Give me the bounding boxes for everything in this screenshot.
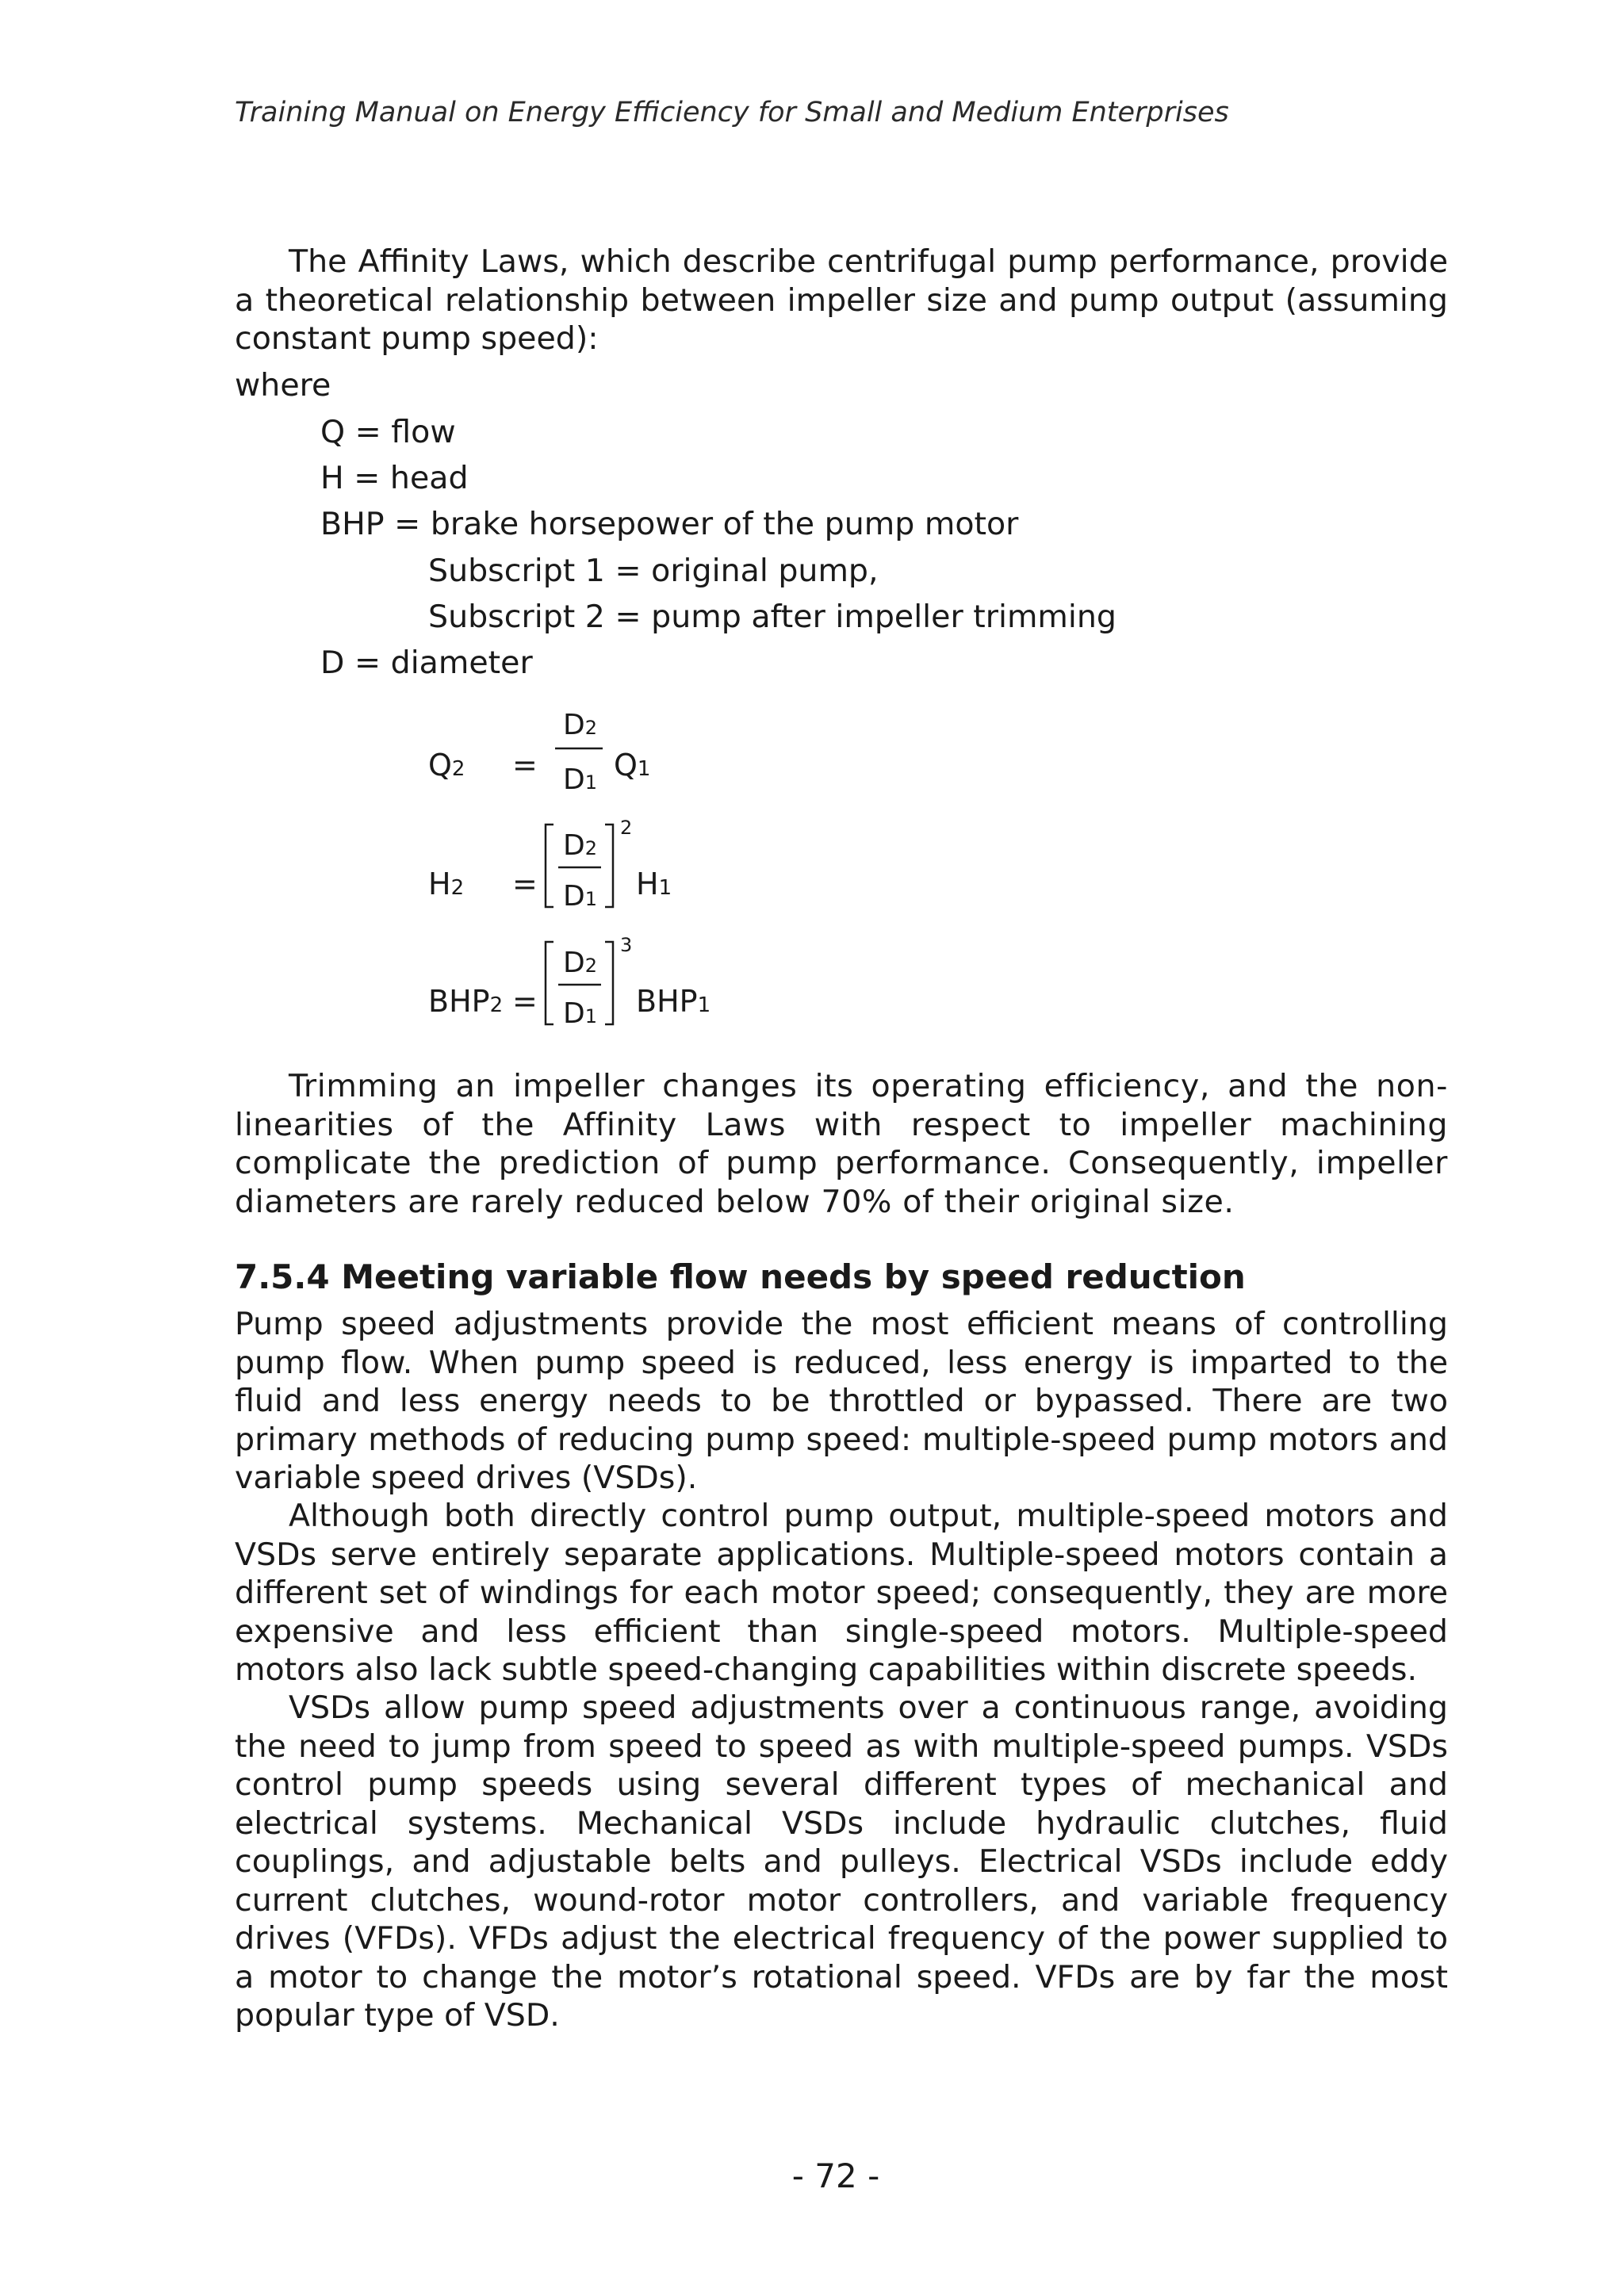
eq2-lhs-sub: 2 (450, 876, 465, 900)
eq3-rhs-sub: 1 (697, 993, 711, 1017)
eq2-rhs: H (636, 867, 659, 901)
svg-text:D1 (563, 880, 597, 913)
equation-flow (428, 709, 650, 796)
eq2-num-sub: 2 (584, 837, 598, 859)
affinity-law-equations (412, 698, 761, 1047)
definition-flow: Q = flow (320, 414, 456, 450)
eq3-left-bracket (546, 942, 553, 1024)
svg-text:Q1 (614, 748, 650, 783)
eq3-num-sub: 2 (584, 955, 598, 977)
eq1-den: D (563, 763, 585, 796)
svg-text:D1 (563, 997, 597, 1030)
section-paragraph-1: Pump speed adjustments provide the most efficient means of controlling pump flow. When pump speed is reduced, less energy is imparted to the fluid and less energy needs to be throttled or bypassed. There are two primary methods of reducing pump speed: multiple-speed pump motors and variable speed drives (VSDs). (235, 1306, 1448, 1496)
definition-subscript-2: Subscript 2 = pump after impeller trimming (428, 599, 1116, 635)
svg-text:D2 (563, 947, 597, 979)
eq2-power: 2 (620, 817, 633, 839)
svg-text:BHP2 (428, 984, 503, 1019)
section-heading: 7.5.4 Meeting variable flow needs by speed reduction (235, 1257, 1246, 1296)
svg-text:H1 (636, 867, 672, 901)
eq1-equals: = (512, 748, 538, 783)
svg-text:BHP1 (636, 984, 710, 1019)
eq2-rhs-sub: 1 (658, 876, 672, 900)
section-paragraph-3: VSDs allow pump speed adjustments over a continuous range, avoiding the need to jump from speed to speed as with multiple-speed pumps. VSDs control pump speeds using several different types of mechanical and electrical systems. Mechanical VSDs include hydraulic clutches, fluid couplings, and adjustable belts and pulleys. Electrical VSDs include eddy current clutches, wound-rotor motor controllers, and variable frequency drives (VFDs). VFDs adjust the electrical frequency of the power supplied to a motor to change the motor’s rotational speed. VFDs are by far the most popular type of VSD. (235, 1689, 1448, 2034)
intro-paragraph: The Affinity Laws, which describe centrifugal pump performance, provide a theoretical relationship between impeller size and pump output (assuming constant pump speed): (235, 243, 1448, 357)
svg-text:D2 (563, 829, 597, 862)
equation-bhp (428, 934, 710, 1030)
eq1-lhs-sub: 2 (451, 757, 465, 781)
eq3-lhs-sub: 2 (489, 993, 504, 1017)
definition-head: H = head (320, 460, 469, 496)
definition-bhp: BHP = brake horsepower of the pump motor (320, 506, 1019, 542)
eq3-lhs: BHP (428, 984, 490, 1019)
trimming-paragraph: Trimming an impeller changes its operating efficiency, and the non-linearities of the Affinity Laws with respect to impeller machining complicate the prediction of pump performance. Consequently, impeller diameters are rarely reduced below 70% of their original size. (235, 1068, 1448, 1220)
eq1-rhs: Q (614, 748, 638, 783)
eq2-num: D (563, 829, 585, 862)
svg-text:D2 (563, 709, 597, 741)
svg-text:H2 (428, 867, 464, 901)
eq1-num-sub: 2 (584, 717, 598, 739)
eq3-num: D (563, 947, 585, 979)
eq3-right-bracket (605, 942, 613, 1024)
eq2-lhs: H (428, 867, 451, 901)
definition-subscript-1: Subscript 1 = original pump, (428, 553, 879, 589)
eq2-den-sub: 1 (584, 888, 598, 910)
svg-text:Q2 (428, 748, 465, 783)
where-label: where (235, 367, 331, 404)
eq2-equals: = (512, 867, 538, 901)
eq2-right-bracket (605, 825, 613, 907)
eq3-rhs: BHP (636, 984, 698, 1019)
eq1-lhs: Q (428, 748, 452, 783)
eq3-den-sub: 1 (584, 1005, 598, 1027)
eq1-num: D (563, 709, 585, 741)
eq2-left-bracket (546, 825, 553, 907)
eq1-rhs-sub: 1 (637, 757, 651, 781)
eq3-den: D (563, 997, 585, 1030)
eq3-equals: = (512, 984, 538, 1019)
equation-head (428, 817, 672, 913)
section-paragraph-2: Although both directly control pump output, multiple-speed motors and VSDs serve entirely separate applications. Multiple-speed motors contain a different set of windings for each motor speed; consequently, they are more expensive and less efficient than single-speed motors. Multiple-speed motors also lack subtle speed-changing capabilities within discrete speeds. (235, 1498, 1448, 1688)
running-header: Training Manual on Energy Efficiency for Small and Medium Enterprises (235, 97, 1229, 128)
eq1-den-sub: 1 (584, 771, 598, 794)
svg-text:D1 (563, 763, 597, 796)
page-number: - 72 - (791, 2156, 880, 2195)
definition-diameter: D = diameter (320, 645, 533, 681)
eq2-den: D (563, 880, 585, 913)
eq3-power: 3 (620, 934, 633, 956)
